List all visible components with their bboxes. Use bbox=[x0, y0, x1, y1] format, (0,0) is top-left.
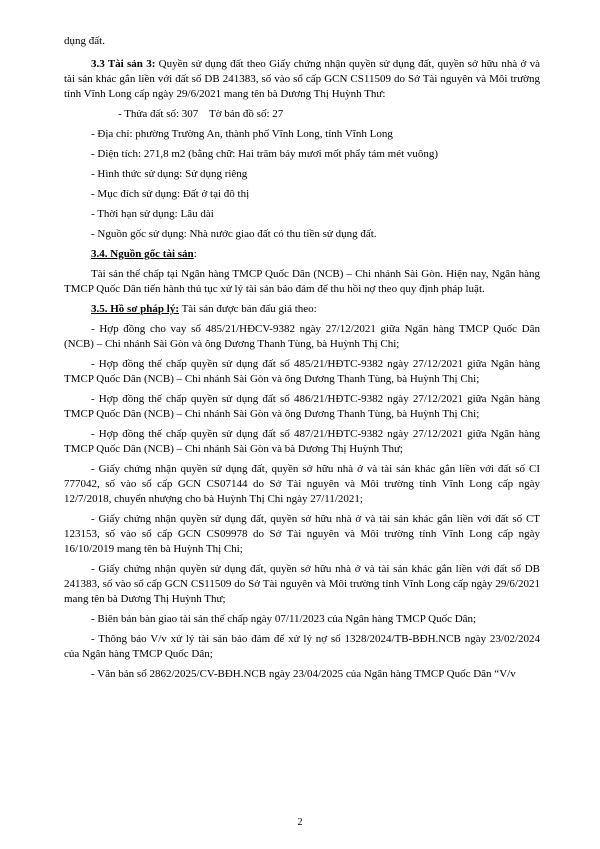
usage-origin-line: - Nguồn gốc sử dụng: Nhà nước giao đất có thu tiền sử dụng đất. bbox=[91, 228, 377, 240]
legal-doc-item: - Hợp đồng thế chấp quyền sử dụng đất số 485/21/HĐTC-9382 ngày 27/12/2021 giữa Ngân hàng TMCP Quốc Dân (NCB) – Chi nhánh Sài Gòn và ông Dương Thanh Tùng, bà Huỳnh Thị Chi; bbox=[64, 358, 540, 385]
intro-continuation: dụng đất. bbox=[64, 35, 105, 47]
legal-doc-item: - Giấy chứng nhận quyền sử dụng đất, quyền sở hữu nhà ở và tài sản khác gắn liền với đất số CI 777042, số vào sổ cấp GCN CS07144 do Sở Tài nguyên và Môi trường tỉnh Vĩnh Long cấp ngày 12/7/2018, chuyển nhượng cho bà Huỳnh Thị Chi ngày 27/11/2021; bbox=[64, 463, 540, 505]
plot-number: - Thửa đất số: 307 bbox=[118, 108, 199, 120]
usage-term-line: - Thời hạn sử dụng: Lâu dài bbox=[91, 208, 214, 220]
usage-purpose-line: - Mục đích sử dụng: Đất ở tại đô thị bbox=[91, 188, 250, 200]
legal-doc-item: - Hợp đồng thế chấp quyền sử dụng đất số 487/21/HĐTC-9382 ngày 27/12/2021 giữa Ngân hàng TMCP Quốc Dân (NCB) – Chi nhánh Sài Gòn và bà Dương Thị Huỳnh Thư; bbox=[64, 428, 540, 455]
asset3-label: 3.3 Tài sản 3: bbox=[91, 58, 156, 70]
usage-form-line: - Hình thức sử dụng: Sử dụng riêng bbox=[91, 168, 248, 180]
document-body bbox=[64, 34, 540, 682]
section35-heading: 3.5. Hồ sơ pháp lý: bbox=[91, 303, 179, 315]
plot-info-line bbox=[64, 107, 540, 122]
legal-doc-item: - Giấy chứng nhận quyền sử dụng đất, quyền sở hữu nhà ở và tài sản khác gắn liền với đất số DB 241383, số vào sổ cấp GCN CS11509 do Sở Tài nguyên và Môi trường tỉnh Vĩnh Long cấp ngày 29/6/2021 mang tên bà Dương Thị Huỳnh Thư; bbox=[64, 563, 540, 605]
asset3-text: Quyền sử dụng đất theo Giấy chứng nhận quyền sử dụng đất, quyền sở hữu nhà ở và tài sản khác gắn liền với đất số DB 241383, số vào sổ cấp GCN CS11509 do Sở Tài nguyên và Môi trường tỉnh Vĩnh Long cấp ngày 29/6/2021 mang tên bà Dương Thị Huỳnh Thư: bbox=[64, 58, 540, 100]
legal-doc-item: - Văn bản số 2862/2025/CV-BĐH.NCB ngày 23/04/2025 của Ngân hàng TMCP Quốc Dân “V/v bbox=[91, 668, 516, 680]
legal-doc-item: - Thông báo V/v xử lý tài sản bảo đảm để xử lý nợ số 1328/2024/TB-BĐH.NCB ngày 23/02/2024 của Ngân hàng TMCP Quốc Dân; bbox=[64, 633, 540, 660]
asset3-paragraph bbox=[64, 57, 540, 102]
area-line: - Diện tích: 271,8 m2 (bằng chữ: Hai trăm bảy mươi mốt phẩy tám mét vuông) bbox=[91, 148, 439, 160]
section34-heading bbox=[64, 247, 540, 262]
map-sheet: Tờ bản đồ số: 27 bbox=[209, 108, 284, 120]
section35-heading-line bbox=[64, 302, 540, 317]
legal-doc-item: - Biên bản bàn giao tài sản thế chấp ngày 07/11/2023 của Ngân hàng TMCP Quốc Dân; bbox=[91, 613, 477, 625]
legal-doc-item: - Giấy chứng nhận quyền sử dụng đất, quyền sở hữu nhà ở và tài sản khác gắn liền với đất số CT 123153, số vào sổ cấp GCN CS09978 do Sở Tài nguyên và Môi trường tỉnh Vĩnh Long cấp ngày 16/10/2019 mang tên bà Huỳnh Thị Chi; bbox=[64, 513, 540, 555]
section34-heading-text: 3.4. Nguồn gốc tài sản bbox=[91, 248, 194, 260]
legal-doc-item: - Hợp đồng thế chấp quyền sử dụng đất số 486/21/HĐTC-9382 ngày 27/12/2021 giữa Ngân hàng TMCP Quốc Dân (NCB) – Chi nhánh Sài Gòn và ông Dương Thanh Tùng, bà Huỳnh Thị Chi; bbox=[64, 393, 540, 420]
page-number: 2 bbox=[297, 817, 303, 828]
section34-heading-colon: : bbox=[193, 248, 197, 260]
address-line: - Địa chỉ: phường Trường An, thành phố Vĩnh Long, tỉnh Vĩnh Long bbox=[91, 128, 393, 140]
section35-intro: Tài sản được bán đấu giá theo: bbox=[181, 303, 317, 315]
section34-text: Tài sản thế chấp tại Ngân hàng TMCP Quốc Dân (NCB) – Chi nhánh Sài Gòn. Hiện nay, Ngân hàng TMCP Quốc Dân tiến hành thủ tục xử lý tài sản bảo đảm để thu hồi nợ theo quy định pháp luật. bbox=[64, 268, 540, 295]
legal-doc-item: - Hợp đồng cho vay số 485/21/HĐCV-9382 ngày 27/12/2021 giữa Ngân hàng TMCP Quốc Dân (NCB) – Chi nhánh Sài Gòn và ông Dương Thanh Tùng, bà Huỳnh Thị Chi; bbox=[64, 323, 540, 350]
